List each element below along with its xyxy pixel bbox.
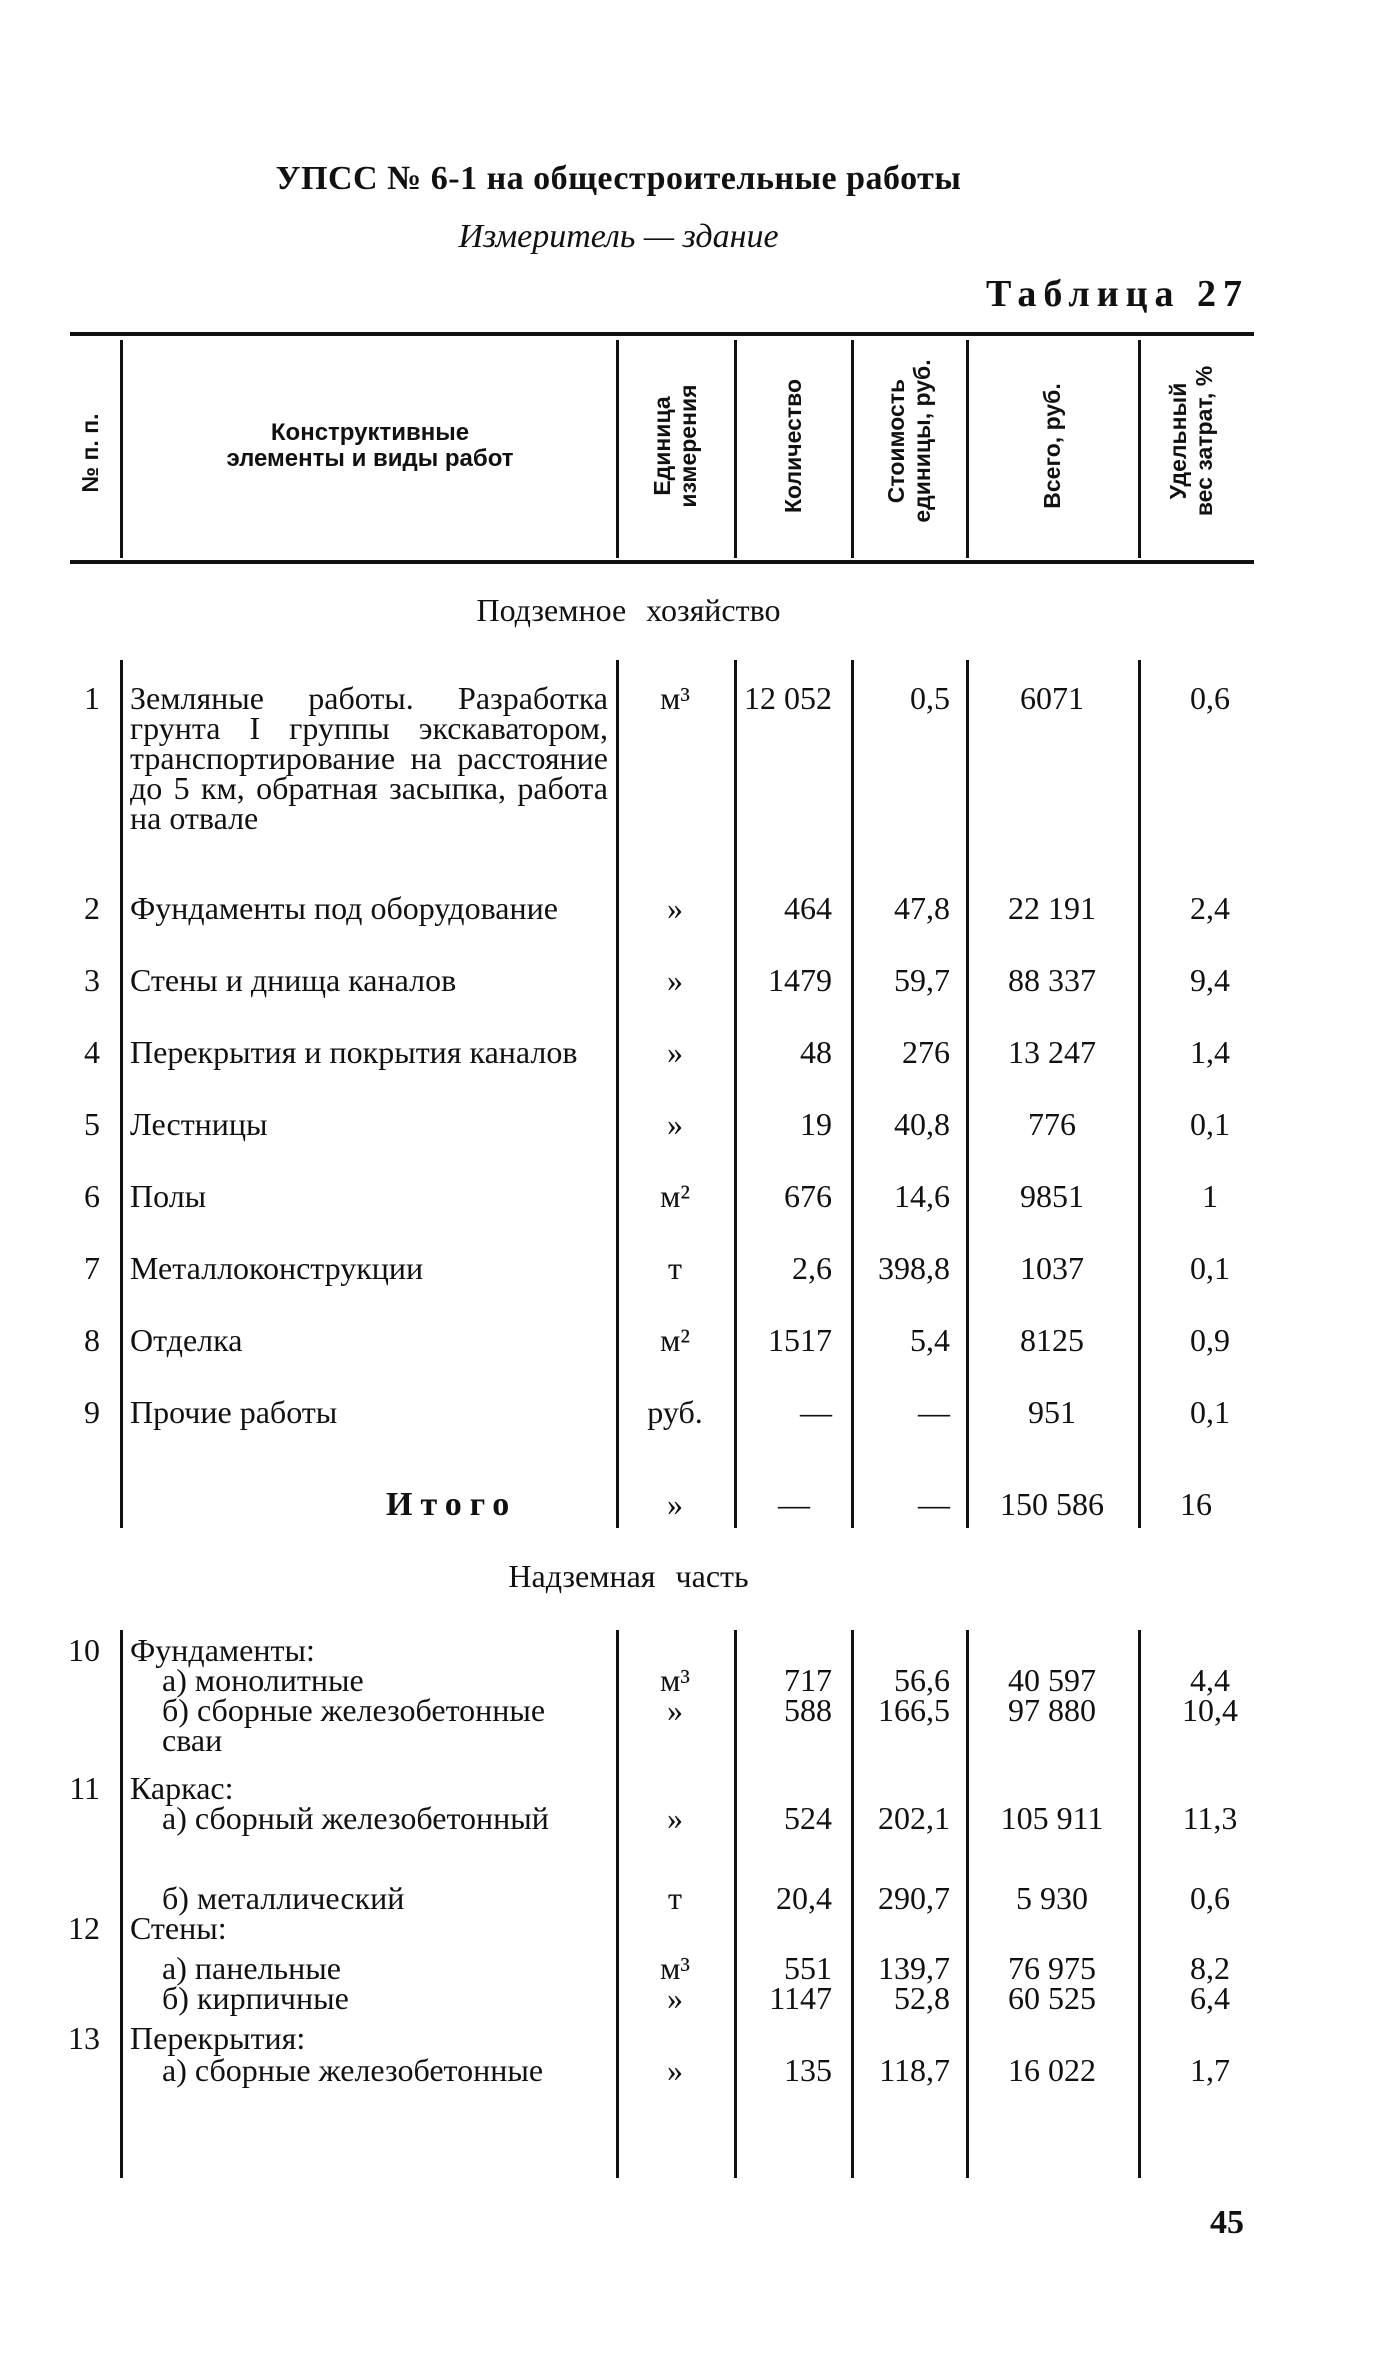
row-total: 13 247	[1008, 1034, 1096, 1070]
row-unit: »	[667, 1692, 683, 1728]
row-total: 22 191	[1008, 890, 1096, 926]
row-description: б) металлический	[162, 1880, 405, 1916]
header-divider	[120, 340, 123, 558]
row-unit: м³	[660, 1950, 690, 1986]
row-description: Стены и днища каналов	[130, 962, 457, 998]
body-divider	[120, 660, 123, 1528]
row-description: Лестницы	[130, 1106, 268, 1142]
row-unit-cost: 139,7	[878, 1950, 950, 1986]
col-header-total	[1039, 366, 1065, 526]
underground-total-share: 16	[1180, 1486, 1212, 1522]
row-description: а) сборный железобетонный	[162, 1800, 549, 1836]
document-subtitle: Измеритель — здание	[458, 218, 779, 255]
row-description: а) сборные железобетонные	[162, 2052, 544, 2088]
header-divider	[966, 340, 969, 558]
header-divider	[616, 340, 619, 558]
row-description: Отделка	[130, 1322, 243, 1358]
body-divider	[851, 660, 854, 1528]
row-unit-cost: 59,7	[894, 962, 950, 998]
body-divider	[1138, 1630, 1141, 2178]
row-quantity: 2,6	[792, 1250, 832, 1286]
row-total: 951	[1028, 1394, 1076, 1430]
underground-total-cost: —	[918, 1486, 950, 1522]
row-unit: »	[667, 1034, 683, 1070]
page-number: 45	[1210, 2204, 1244, 2241]
row-quantity: 135	[784, 2052, 832, 2088]
row-description: Прочие работы	[130, 1394, 338, 1430]
body-divider	[616, 660, 619, 1528]
row-unit: м²	[660, 1178, 690, 1214]
row-unit-cost: 290,7	[878, 1880, 950, 1916]
row-total: 6071	[1020, 680, 1084, 716]
row-total: 5 930	[1016, 1880, 1088, 1916]
col-header-num	[77, 393, 103, 513]
col-header-share	[1165, 351, 1217, 531]
col-header-unit-line1: Единица	[649, 396, 675, 496]
row-quantity: 464	[784, 890, 832, 926]
row-description: а) монолитные	[162, 1662, 364, 1698]
col-header-qty-text: Количество	[780, 378, 806, 514]
row-unit-cost: 5,4	[910, 1322, 950, 1358]
row-unit: руб.	[647, 1394, 703, 1430]
row-share: 1,7	[1190, 2052, 1230, 2088]
document-title: УПСС № 6-1 на общестроительные работы	[275, 160, 962, 197]
row-unit: »	[667, 1800, 683, 1836]
row-quantity: 12 052	[744, 680, 832, 716]
col-header-unit-line2: измерения	[675, 384, 701, 508]
row-total: 1037	[1020, 1250, 1084, 1286]
col-header-unit	[649, 366, 701, 526]
row-share: 0,9	[1190, 1322, 1230, 1358]
body-divider	[966, 660, 969, 1528]
row-number: 6	[84, 1178, 100, 1214]
col-header-unit-cost	[883, 351, 935, 531]
underground-total-unit: »	[667, 1486, 683, 1522]
row-share: 9,4	[1190, 962, 1230, 998]
row-number: 10	[68, 1632, 100, 1668]
row-unit: »	[667, 962, 683, 998]
col-header-total-text: Всего, руб.	[1039, 383, 1065, 509]
row-share: 1	[1202, 1178, 1218, 1214]
row-description: Каркас:	[130, 1770, 234, 1806]
row-number: 8	[84, 1322, 100, 1358]
row-unit: м³	[660, 1662, 690, 1698]
row-total: 8125	[1020, 1322, 1084, 1358]
row-total: 40 597	[1008, 1662, 1096, 1698]
col-header-elements-line1: Конструктивные	[270, 419, 470, 446]
row-unit-cost: —	[918, 1394, 950, 1430]
row-description: а) панельные	[162, 1950, 341, 1986]
col-header-unit-cost-line1: Стоимость	[883, 378, 909, 504]
row-description: б) сборные железобетонные сваи	[162, 1692, 546, 1758]
row-share: 11,3	[1182, 1800, 1238, 1836]
row-share: 1,4	[1190, 1034, 1230, 1070]
row-share: 2,4	[1190, 890, 1230, 926]
row-unit: »	[667, 1980, 683, 2016]
row-quantity: 676	[784, 1178, 832, 1214]
row-unit-cost: 276	[902, 1034, 950, 1070]
row-description: Перекрытия:	[130, 2020, 306, 2056]
row-unit-cost: 56,6	[894, 1662, 950, 1698]
body-divider	[966, 1630, 969, 2178]
row-quantity: 524	[784, 1800, 832, 1836]
row-unit-cost: 40,8	[894, 1106, 950, 1142]
body-divider	[616, 1630, 619, 2178]
table-label: Таблица 27	[985, 273, 1249, 315]
row-unit-cost: 202,1	[878, 1800, 950, 1836]
row-quantity: 1517	[768, 1322, 832, 1358]
row-share: 0,6	[1190, 1880, 1230, 1916]
row-number: 9	[84, 1394, 100, 1430]
row-unit-cost: 166,5	[878, 1692, 950, 1728]
header-divider	[734, 340, 737, 558]
row-number: 13	[68, 2020, 100, 2056]
row-total: 60 525	[1008, 1980, 1096, 2016]
row-unit: т	[668, 1880, 682, 1916]
row-unit-cost: 14,6	[894, 1178, 950, 1214]
col-header-num-text: № п. п.	[77, 413, 103, 493]
row-number: 11	[69, 1770, 100, 1806]
row-total: 88 337	[1008, 962, 1096, 998]
row-quantity: 551	[784, 1950, 832, 1986]
body-divider	[1138, 660, 1141, 1528]
section-underground-title: Подземное хозяйство	[476, 592, 781, 628]
col-header-share-line2: вес затрат, %	[1191, 365, 1217, 517]
row-description: Стены:	[130, 1910, 227, 1946]
row-number: 1	[84, 680, 100, 716]
row-unit: м³	[660, 680, 690, 716]
row-unit-cost: 118,7	[879, 2052, 950, 2088]
row-unit-cost: 47,8	[894, 890, 950, 926]
row-number: 5	[84, 1106, 100, 1142]
col-header-share-line1: Удельный	[1165, 382, 1191, 500]
row-share: 0,1	[1190, 1394, 1230, 1430]
body-divider	[120, 1630, 123, 2178]
row-share: 0,6	[1190, 680, 1230, 716]
row-number: 3	[84, 962, 100, 998]
row-description: Металлоконструкции	[130, 1250, 424, 1286]
row-quantity: 19	[800, 1106, 832, 1142]
row-number: 4	[84, 1034, 100, 1070]
row-description: Фундаменты под оборудование	[130, 890, 558, 926]
underground-total-label: Итого	[386, 1486, 518, 1523]
row-quantity: 717	[784, 1662, 832, 1698]
row-share: 10,4	[1182, 1692, 1238, 1728]
header-divider	[1138, 340, 1141, 558]
row-share: 0,1	[1190, 1106, 1230, 1142]
row-quantity: 588	[784, 1692, 832, 1728]
body-divider	[734, 1630, 737, 2178]
row-unit: »	[667, 890, 683, 926]
row-quantity: —	[800, 1394, 832, 1430]
row-total: 105 911	[1000, 1800, 1104, 1836]
row-unit: »	[667, 1106, 683, 1142]
underground-total-qty: —	[778, 1486, 810, 1522]
row-total: 9851	[1020, 1178, 1084, 1214]
header-divider	[851, 340, 854, 558]
row-quantity: 48	[800, 1034, 832, 1070]
row-share: 4,4	[1190, 1662, 1230, 1698]
col-header-unit-cost-line2: единицы, руб.	[909, 359, 935, 523]
row-description: Полы	[130, 1178, 207, 1214]
row-number: 12	[68, 1910, 100, 1946]
col-header-elements	[130, 420, 610, 472]
row-quantity: 20,4	[776, 1880, 832, 1916]
underground-total-sum: 150 586	[1000, 1486, 1104, 1522]
row-total: 776	[1028, 1106, 1076, 1142]
row-total: 97 880	[1008, 1692, 1096, 1728]
row-share: 0,1	[1190, 1250, 1230, 1286]
row-unit-cost: 52,8	[894, 1980, 950, 2016]
row-quantity: 1147	[769, 1980, 832, 2016]
row-description: Земляные работы. Разработка грунта I группы экскаватором, транспортирование на расстояние до 5 км, обратная засыпка, работа на отвале	[130, 680, 608, 836]
row-description: б) кирпичные	[162, 1980, 349, 2016]
row-total: 16 022	[1008, 2052, 1096, 2088]
section-aboveground-title: Надземная часть	[508, 1558, 749, 1594]
col-header-elements-line2: элементы и виды работ	[226, 445, 514, 472]
row-number: 7	[84, 1250, 100, 1286]
body-divider	[734, 660, 737, 1528]
row-quantity: 1479	[768, 962, 832, 998]
row-share: 6,4	[1190, 1980, 1230, 2016]
body-divider	[851, 1630, 854, 2178]
col-header-qty	[780, 366, 806, 526]
row-unit-cost: 0,5	[910, 680, 950, 716]
row-total: 76 975	[1008, 1950, 1096, 1986]
table-header-bottom-rule	[70, 560, 1254, 564]
row-description: Перекрытия и покрытия каналов	[130, 1034, 578, 1070]
row-unit: т	[668, 1250, 682, 1286]
table-top-rule	[70, 332, 1254, 336]
row-share: 8,2	[1190, 1950, 1230, 1986]
row-number: 2	[84, 890, 100, 926]
row-unit-cost: 398,8	[878, 1250, 950, 1286]
row-description: Фундаменты:	[130, 1632, 315, 1668]
row-unit: м²	[660, 1322, 690, 1358]
row-unit: »	[667, 2052, 683, 2088]
